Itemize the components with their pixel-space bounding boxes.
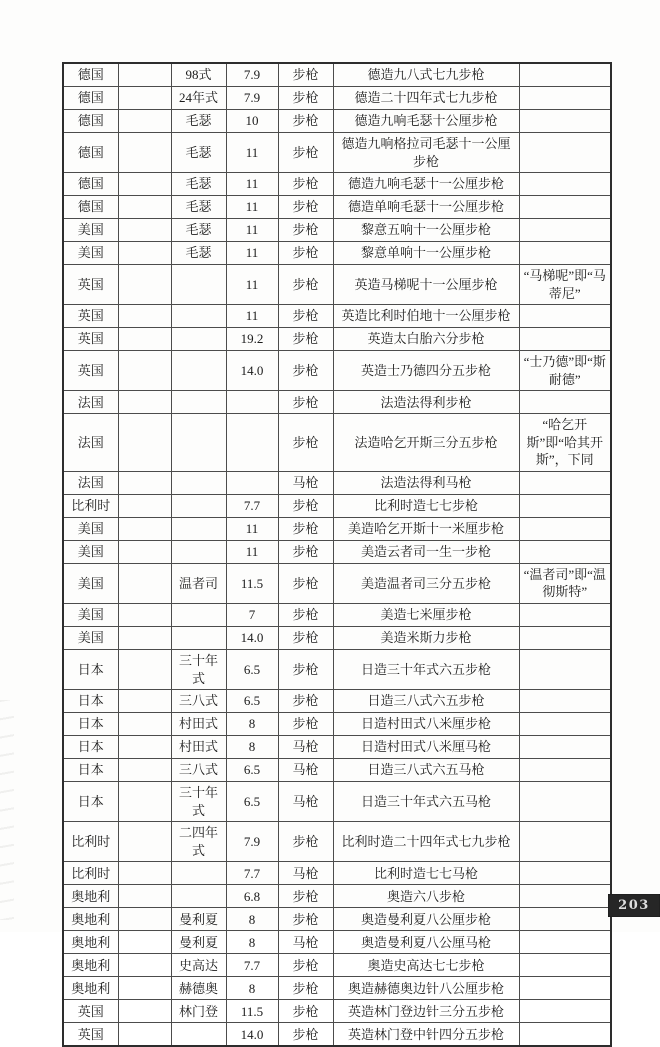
cell-caliber: 11	[226, 265, 278, 305]
cell-type: 步枪	[278, 242, 333, 265]
cell-extra	[118, 87, 171, 110]
table-row	[63, 110, 611, 133]
cell-type: 马枪	[278, 736, 333, 759]
cell-model: 24年式	[171, 87, 226, 110]
cell-model	[171, 328, 226, 351]
cell-caliber: 7.7	[226, 494, 278, 517]
cell-remark	[519, 63, 611, 87]
cell-type: 步枪	[278, 219, 333, 242]
cell-name: 美造哈乞开斯十一米厘步枪	[333, 517, 519, 540]
cell-remark	[519, 494, 611, 517]
cell-country: 法国	[63, 471, 118, 494]
cell-model: 村田式	[171, 713, 226, 736]
cell-extra	[118, 328, 171, 351]
cell-remark	[519, 822, 611, 862]
cell-remark	[519, 627, 611, 650]
cell-model: 温者司	[171, 563, 226, 603]
cell-country: 日本	[63, 713, 118, 736]
cell-name: 德造九响格拉司毛瑟十一公厘步枪	[333, 133, 519, 173]
cell-model: 毛瑟	[171, 173, 226, 196]
page-number-badge	[608, 894, 660, 917]
cell-country: 德国	[63, 173, 118, 196]
table-row	[63, 196, 611, 219]
cell-model: 三八式	[171, 690, 226, 713]
cell-country: 美国	[63, 219, 118, 242]
cell-model: 三八式	[171, 759, 226, 782]
cell-extra	[118, 305, 171, 328]
cell-remark	[519, 196, 611, 219]
table-row	[63, 931, 611, 954]
cell-model: 毛瑟	[171, 133, 226, 173]
table-row	[63, 759, 611, 782]
cell-name: 奥造曼利夏八公厘步枪	[333, 908, 519, 931]
cell-caliber: 6.5	[226, 759, 278, 782]
cell-extra	[118, 494, 171, 517]
cell-name: 比利时造二十四年式七九步枪	[333, 822, 519, 862]
cell-remark	[519, 110, 611, 133]
cell-country: 美国	[63, 627, 118, 650]
cell-remark	[519, 885, 611, 908]
cell-country: 法国	[63, 414, 118, 472]
cell-extra	[118, 351, 171, 391]
cell-model	[171, 494, 226, 517]
cell-name: 英造林门登中针四分五步枪	[333, 1023, 519, 1047]
cell-extra	[118, 782, 171, 822]
cell-caliber: 7.9	[226, 822, 278, 862]
cell-country: 比利时	[63, 822, 118, 862]
cell-extra	[118, 1000, 171, 1023]
cell-extra	[118, 471, 171, 494]
cell-type: 步枪	[278, 627, 333, 650]
table-row	[63, 736, 611, 759]
cell-remark	[519, 690, 611, 713]
cell-extra	[118, 1023, 171, 1047]
table-row	[63, 265, 611, 305]
cell-type: 步枪	[278, 563, 333, 603]
cell-caliber	[226, 471, 278, 494]
cell-model	[171, 1023, 226, 1047]
cell-caliber: 7.9	[226, 63, 278, 87]
cell-country: 英国	[63, 351, 118, 391]
cell-country: 法国	[63, 391, 118, 414]
cell-country: 奥地利	[63, 908, 118, 931]
cell-name: 法造法得利马枪	[333, 471, 519, 494]
cell-remark	[519, 328, 611, 351]
table-row	[63, 494, 611, 517]
cell-extra	[118, 977, 171, 1000]
cell-remark	[519, 736, 611, 759]
cell-country: 日本	[63, 650, 118, 690]
cell-model: 毛瑟	[171, 219, 226, 242]
cell-country: 德国	[63, 63, 118, 87]
cell-caliber: 11.5	[226, 1000, 278, 1023]
cell-caliber	[226, 414, 278, 472]
cell-type: 步枪	[278, 908, 333, 931]
table-row	[63, 87, 611, 110]
cell-caliber: 8	[226, 977, 278, 1000]
table-row	[63, 690, 611, 713]
cell-model	[171, 471, 226, 494]
cell-type: 步枪	[278, 517, 333, 540]
cell-remark	[519, 1000, 611, 1023]
cell-model: 曼利夏	[171, 931, 226, 954]
table-row	[63, 328, 611, 351]
cell-name: 奥造曼利夏八公厘马枪	[333, 931, 519, 954]
cell-extra	[118, 265, 171, 305]
cell-extra	[118, 133, 171, 173]
cell-country: 日本	[63, 782, 118, 822]
cell-country: 比利时	[63, 494, 118, 517]
cell-caliber: 11	[226, 196, 278, 219]
cell-model: 98式	[171, 63, 226, 87]
cell-type: 步枪	[278, 604, 333, 627]
cell-country: 英国	[63, 1023, 118, 1047]
cell-country: 英国	[63, 265, 118, 305]
cell-extra	[118, 822, 171, 862]
cell-extra	[118, 540, 171, 563]
cell-country: 德国	[63, 87, 118, 110]
cell-country: 英国	[63, 1000, 118, 1023]
cell-extra	[118, 690, 171, 713]
cell-caliber: 7.7	[226, 862, 278, 885]
cell-caliber: 10	[226, 110, 278, 133]
cell-country: 比利时	[63, 862, 118, 885]
cell-caliber: 11	[226, 219, 278, 242]
cell-model	[171, 305, 226, 328]
rifle-table-body	[63, 63, 611, 1046]
cell-remark	[519, 517, 611, 540]
cell-model	[171, 885, 226, 908]
cell-remark	[519, 305, 611, 328]
cell-country: 奥地利	[63, 885, 118, 908]
cell-name: 日造三八式六五马枪	[333, 759, 519, 782]
cell-country: 德国	[63, 133, 118, 173]
cell-type: 步枪	[278, 87, 333, 110]
cell-caliber: 6.5	[226, 690, 278, 713]
cell-type: 马枪	[278, 862, 333, 885]
cell-country: 美国	[63, 604, 118, 627]
cell-type: 步枪	[278, 196, 333, 219]
cell-type: 马枪	[278, 759, 333, 782]
cell-country: 日本	[63, 690, 118, 713]
cell-type: 步枪	[278, 414, 333, 472]
cell-model: 毛瑟	[171, 242, 226, 265]
cell-model: 三十年式	[171, 650, 226, 690]
cell-extra	[118, 604, 171, 627]
cell-remark	[519, 173, 611, 196]
cell-caliber: 6.5	[226, 650, 278, 690]
table-row	[63, 908, 611, 931]
cell-extra	[118, 650, 171, 690]
cell-model	[171, 604, 226, 627]
rifle-table	[62, 62, 612, 1047]
cell-name: 英造马梯呢十一公厘步枪	[333, 265, 519, 305]
table-row	[63, 822, 611, 862]
cell-model: 曼利夏	[171, 908, 226, 931]
cell-caliber	[226, 391, 278, 414]
table-row	[63, 954, 611, 977]
cell-type: 马枪	[278, 782, 333, 822]
cell-caliber: 14.0	[226, 351, 278, 391]
table-row	[63, 414, 611, 472]
table-row	[63, 540, 611, 563]
cell-caliber: 7	[226, 604, 278, 627]
cell-caliber: 7.9	[226, 87, 278, 110]
cell-remark	[519, 219, 611, 242]
cell-remark	[519, 242, 611, 265]
cell-model	[171, 627, 226, 650]
cell-type: 步枪	[278, 133, 333, 173]
cell-remark	[519, 908, 611, 931]
cell-type: 步枪	[278, 540, 333, 563]
cell-remark	[519, 1023, 611, 1047]
cell-extra	[118, 885, 171, 908]
cell-country: 日本	[63, 736, 118, 759]
table-row	[63, 517, 611, 540]
cell-caliber: 11	[226, 305, 278, 328]
cell-caliber: 8	[226, 736, 278, 759]
cell-extra	[118, 242, 171, 265]
cell-country: 日本	[63, 759, 118, 782]
cell-extra	[118, 908, 171, 931]
cell-type: 步枪	[278, 391, 333, 414]
cell-country: 美国	[63, 540, 118, 563]
cell-model: 二四年式	[171, 822, 226, 862]
cell-extra	[118, 196, 171, 219]
cell-model	[171, 351, 226, 391]
table-row	[63, 173, 611, 196]
cell-caliber: 8	[226, 713, 278, 736]
cell-caliber: 7.7	[226, 954, 278, 977]
cell-model	[171, 414, 226, 472]
cell-country: 德国	[63, 110, 118, 133]
cell-type: 步枪	[278, 690, 333, 713]
cell-model	[171, 862, 226, 885]
cell-remark	[519, 713, 611, 736]
cell-name: 英造比利时伯地十一公厘步枪	[333, 305, 519, 328]
cell-extra	[118, 63, 171, 87]
cell-caliber: 6.8	[226, 885, 278, 908]
cell-name: 美造七米厘步枪	[333, 604, 519, 627]
cell-model: 村田式	[171, 736, 226, 759]
cell-name: 德造二十四年式七九步枪	[333, 87, 519, 110]
cell-model: 毛瑟	[171, 196, 226, 219]
cell-type: 步枪	[278, 954, 333, 977]
cell-remark	[519, 977, 611, 1000]
cell-extra	[118, 517, 171, 540]
table-row	[63, 1023, 611, 1047]
cell-type: 步枪	[278, 265, 333, 305]
cell-country: 英国	[63, 305, 118, 328]
cell-caliber: 11.5	[226, 563, 278, 603]
cell-type: 步枪	[278, 305, 333, 328]
cell-extra	[118, 414, 171, 472]
cell-name: 德造九响毛瑟十公厘步枪	[333, 110, 519, 133]
scan-artifact	[0, 700, 14, 920]
cell-remark: “哈乞开斯”即“哈其开斯”，下同	[519, 414, 611, 472]
cell-name: 英造士乃德四分五步枪	[333, 351, 519, 391]
cell-extra	[118, 391, 171, 414]
cell-caliber: 8	[226, 908, 278, 931]
cell-type: 步枪	[278, 173, 333, 196]
table-row	[63, 627, 611, 650]
cell-type: 步枪	[278, 328, 333, 351]
cell-name: 奥造赫德奥边针八公厘步枪	[333, 977, 519, 1000]
cell-country: 奥地利	[63, 977, 118, 1000]
cell-extra	[118, 954, 171, 977]
table-row	[63, 1000, 611, 1023]
cell-name: 比利时造七七步枪	[333, 494, 519, 517]
cell-model	[171, 265, 226, 305]
cell-name: 黎意五响十一公厘步枪	[333, 219, 519, 242]
cell-name: 日造三八式六五步枪	[333, 690, 519, 713]
table-row	[63, 391, 611, 414]
cell-model	[171, 540, 226, 563]
cell-caliber: 11	[226, 133, 278, 173]
cell-caliber: 11	[226, 540, 278, 563]
cell-type: 马枪	[278, 931, 333, 954]
cell-caliber: 6.5	[226, 782, 278, 822]
cell-name: 英造太白胎六分步枪	[333, 328, 519, 351]
cell-type: 步枪	[278, 351, 333, 391]
cell-name: 美造米斯力步枪	[333, 627, 519, 650]
cell-caliber: 11	[226, 517, 278, 540]
cell-type: 步枪	[278, 494, 333, 517]
cell-model	[171, 391, 226, 414]
cell-name: 法造哈乞开斯三分五步枪	[333, 414, 519, 472]
cell-extra	[118, 173, 171, 196]
table-row	[63, 563, 611, 603]
cell-remark	[519, 954, 611, 977]
table-row	[63, 650, 611, 690]
table-row	[63, 862, 611, 885]
cell-type: 步枪	[278, 822, 333, 862]
cell-remark	[519, 133, 611, 173]
table-row	[63, 305, 611, 328]
cell-name: 英造林门登边针三分五步枪	[333, 1000, 519, 1023]
cell-model: 林门登	[171, 1000, 226, 1023]
cell-extra	[118, 931, 171, 954]
cell-country: 英国	[63, 328, 118, 351]
cell-remark: “温者司”即“温彻斯特”	[519, 563, 611, 603]
cell-extra	[118, 110, 171, 133]
cell-model	[171, 517, 226, 540]
cell-remark	[519, 759, 611, 782]
cell-country: 美国	[63, 563, 118, 603]
cell-extra	[118, 736, 171, 759]
cell-extra	[118, 862, 171, 885]
cell-remark	[519, 471, 611, 494]
cell-model: 史高达	[171, 954, 226, 977]
table-row	[63, 63, 611, 87]
cell-remark	[519, 862, 611, 885]
cell-extra	[118, 759, 171, 782]
cell-caliber: 14.0	[226, 1023, 278, 1047]
table-row	[63, 885, 611, 908]
cell-country: 美国	[63, 242, 118, 265]
cell-name: 黎意单响十一公厘步枪	[333, 242, 519, 265]
cell-type: 步枪	[278, 1023, 333, 1047]
table-row	[63, 242, 611, 265]
cell-extra	[118, 627, 171, 650]
cell-name: 美造云者司一生一步枪	[333, 540, 519, 563]
cell-remark: “士乃德”即“斯耐德”	[519, 351, 611, 391]
cell-country: 美国	[63, 517, 118, 540]
cell-name: 日造村田式八米厘步枪	[333, 713, 519, 736]
cell-type: 步枪	[278, 885, 333, 908]
cell-extra	[118, 219, 171, 242]
table-row	[63, 351, 611, 391]
cell-name: 奥造史高达七七步枪	[333, 954, 519, 977]
cell-name: 德造单响毛瑟十一公厘步枪	[333, 196, 519, 219]
cell-extra	[118, 713, 171, 736]
table-row	[63, 219, 611, 242]
cell-country: 德国	[63, 196, 118, 219]
cell-remark	[519, 931, 611, 954]
cell-caliber: 11	[226, 173, 278, 196]
cell-caliber: 11	[226, 242, 278, 265]
cell-name: 日造村田式八米厘马枪	[333, 736, 519, 759]
cell-name: 日造三十年式六五步枪	[333, 650, 519, 690]
cell-remark: “马梯呢”即“马蒂尼”	[519, 265, 611, 305]
cell-remark	[519, 540, 611, 563]
cell-remark	[519, 604, 611, 627]
cell-type: 步枪	[278, 713, 333, 736]
cell-name: 法造法得利步枪	[333, 391, 519, 414]
table-row	[63, 977, 611, 1000]
cell-caliber: 19.2	[226, 328, 278, 351]
cell-extra	[118, 563, 171, 603]
table-row	[63, 471, 611, 494]
cell-remark	[519, 650, 611, 690]
cell-name: 德造九响毛瑟十一公厘步枪	[333, 173, 519, 196]
cell-name: 比利时造七七马枪	[333, 862, 519, 885]
table-row	[63, 713, 611, 736]
page-number: 203	[618, 898, 650, 913]
cell-name: 美造温者司三分五步枪	[333, 563, 519, 603]
cell-name: 日造三十年式六五马枪	[333, 782, 519, 822]
cell-type: 步枪	[278, 650, 333, 690]
cell-remark	[519, 782, 611, 822]
cell-model: 赫德奥	[171, 977, 226, 1000]
table-row	[63, 133, 611, 173]
cell-type: 步枪	[278, 63, 333, 87]
cell-model: 毛瑟	[171, 110, 226, 133]
cell-model: 三十年式	[171, 782, 226, 822]
cell-caliber: 8	[226, 931, 278, 954]
cell-remark	[519, 87, 611, 110]
cell-type: 步枪	[278, 1000, 333, 1023]
cell-country: 奥地利	[63, 954, 118, 977]
cell-type: 马枪	[278, 471, 333, 494]
cell-name: 德造九八式七九步枪	[333, 63, 519, 87]
cell-type: 步枪	[278, 977, 333, 1000]
cell-caliber: 14.0	[226, 627, 278, 650]
cell-type: 步枪	[278, 110, 333, 133]
cell-remark	[519, 391, 611, 414]
table-row	[63, 604, 611, 627]
cell-country: 奥地利	[63, 931, 118, 954]
cell-name: 奥造六八步枪	[333, 885, 519, 908]
table-row	[63, 782, 611, 822]
